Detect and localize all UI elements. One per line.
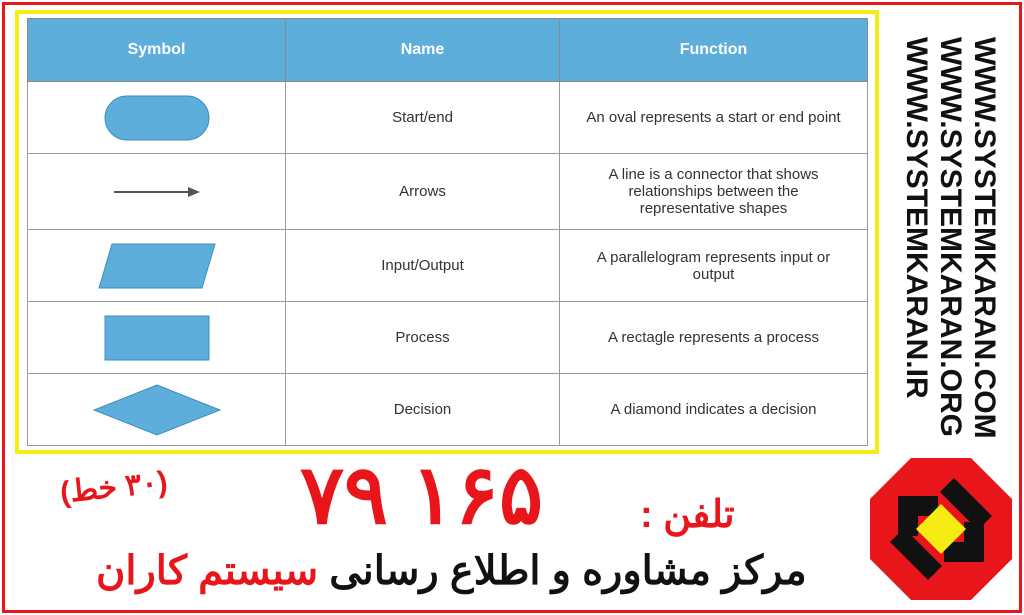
- function-cell: An oval represents a start or end point: [560, 82, 868, 154]
- company-name-prefix: مرکز مشاوره و اطلاع رسانی: [329, 549, 807, 593]
- symbol-cell: [28, 230, 286, 302]
- header-function: Function: [560, 19, 868, 82]
- symbol-cell: [28, 154, 286, 230]
- flowchart-symbols-table: [27, 18, 868, 446]
- lines-count-note: (۳۰ خط): [58, 465, 170, 510]
- diamond-shape-icon: [93, 384, 221, 436]
- parallelogram-shape-icon: [98, 243, 216, 289]
- table-row: [28, 154, 868, 230]
- oval-shape-icon: [104, 95, 210, 141]
- url-ir: WWW.SYSTEMKARAN.IR: [900, 37, 933, 399]
- phone-label: تلفن :: [640, 494, 735, 536]
- url-org: WWW.SYSTEMKARAN.ORG: [934, 37, 967, 437]
- phone-number: ۷۹ ۱۶۵: [300, 450, 543, 541]
- function-cell: A parallelogram represents input or output: [560, 230, 868, 302]
- header-name: Name: [286, 19, 560, 82]
- rectangle-shape-icon: [104, 315, 210, 361]
- company-brand: سیستم کاران: [96, 549, 319, 593]
- name-cell: Input/Output: [286, 230, 560, 302]
- symbol-cell: [28, 82, 286, 154]
- url-com: WWW.SYSTEMKARAN.COM: [968, 37, 1001, 439]
- name-cell: Start/end: [286, 82, 560, 154]
- function-cell: A line is a connector that shows relationships between the representative shapes: [560, 154, 868, 230]
- name-cell: Process: [286, 302, 560, 374]
- function-cell: A diamond indicates a decision: [560, 374, 868, 446]
- function-cell: A rectagle represents a process: [560, 302, 868, 374]
- symbol-cell: [28, 302, 286, 374]
- arrow-shape-icon: [112, 185, 202, 199]
- company-name: [96, 548, 807, 594]
- table-row: [28, 302, 868, 374]
- table-row: [28, 230, 868, 302]
- table-row: [28, 374, 868, 446]
- symbol-cell: [28, 374, 286, 446]
- header-symbol: Symbol: [28, 19, 286, 82]
- company-logo-icon: [868, 456, 1014, 602]
- table-header-row: [28, 19, 868, 82]
- table-row: [28, 82, 868, 154]
- vertical-website-urls: [895, 37, 1005, 437]
- name-cell: Decision: [286, 374, 560, 446]
- name-cell: Arrows: [286, 154, 560, 230]
